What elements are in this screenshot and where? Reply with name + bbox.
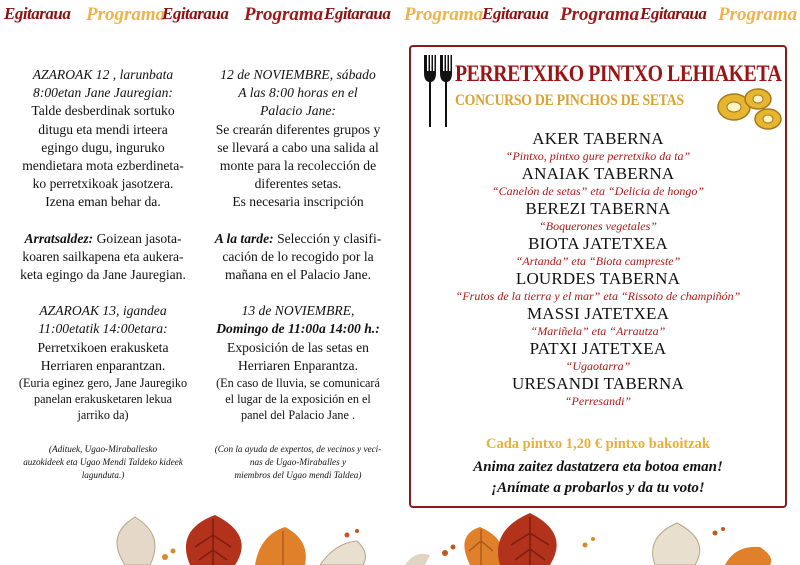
restaurant-name: PATXI JATETXEA [529, 339, 667, 358]
text-line: keta egingo da Jane Jauregian. [20, 267, 186, 283]
leaf-icon [320, 541, 365, 565]
afternoon-line [204, 230, 392, 248]
banner-word-egitaraua: Egitaraua [324, 4, 391, 23]
text-line: koaren sailkapena eta aukera- [22, 248, 184, 264]
restaurant-name: MASSI JATETXEA [526, 304, 670, 323]
program-column-basque [8, 66, 198, 482]
text-line: cación de lo recogido por la [222, 248, 374, 264]
text-line: Herriaren enparantzan. [40, 357, 166, 373]
banner-word-programa: Programa [718, 4, 798, 25]
call-to-action-basque: Anima zaitez dastatzera eta botoa eman! [473, 459, 723, 475]
pintxo-name: “Mariñela” eta “Arrautza” [530, 324, 666, 338]
pintxo-name: “Artanda” eta “Biota campreste” [515, 254, 681, 268]
fork-icon [423, 55, 437, 127]
contest-title: PERRETXIKO PINTXO LEHIAKETA [455, 61, 782, 86]
text-line: Talde desberdinak sortuko [31, 103, 175, 119]
restaurant-name: ANAIAK TABERNA [521, 164, 675, 183]
call-to-action-spanish: ¡Anímate a probarlos y da tu voto! [491, 480, 705, 496]
text-line: mendietara mota ezberdineta- [22, 158, 184, 174]
restaurant-name: AKER TABERNA [532, 129, 664, 148]
price-line: Cada pintxo 1,20 € pintxo bakoitzak [486, 436, 710, 452]
text-line: Selección y clasifi- [273, 230, 382, 246]
day1-time: 8:00etan Jane Jauregian: [33, 85, 173, 101]
leaf-icon [405, 554, 430, 565]
text-line: diferentes setas. [254, 176, 342, 192]
text-line: ditugu eta mendi irteera [38, 121, 168, 137]
text-line: se llevará a cabo una salida al [217, 139, 379, 155]
restaurant-name: URESANDI TABERNA [511, 374, 684, 393]
day1-place: Palacio Jane: [260, 103, 336, 119]
text-line: Goizean jasota- [93, 230, 182, 246]
afternoon-heading: Arratsaldez: [24, 230, 94, 246]
afternoon-line [8, 230, 198, 248]
credits-line: miembros del Ugao mendi Taldea) [234, 470, 362, 481]
day1-time: A las 8:00 horas en el [238, 85, 358, 101]
program-column-spanish [204, 66, 392, 482]
credits-line: lagunduta.) [81, 470, 125, 481]
text-line: ko perretxikoak jasotzera. [32, 176, 174, 192]
autumn-leaves-right [395, 505, 795, 565]
text-line: Perretxikoen erakusketa [37, 339, 169, 355]
text-line: monte para la recolección de [219, 158, 377, 174]
day2-heading: 13 de NOVIEMBRE, [241, 303, 355, 319]
restaurant-list [411, 129, 785, 409]
banner-word-egitaraua: Egitaraua [640, 4, 707, 23]
note-line: el lugar de la exposición en el [225, 392, 371, 407]
day2-time [204, 320, 392, 338]
text-line: egingo dugu, inguruko [41, 139, 165, 155]
contest-subtitle: CONCURSO DE PINCHOS DE SETAS [455, 92, 684, 109]
banner-word-egitaraua: Egitaraua [162, 4, 229, 23]
mushroom-icon [716, 87, 784, 131]
leaf-icon [653, 523, 700, 565]
note-line: (En caso de lluvia, se comunicará [216, 376, 380, 391]
banner-word-egitaraua: Egitaraua [482, 4, 549, 23]
pintxo-name: “Canelón de setas” eta “Delicia de hongo” [492, 184, 704, 198]
pintxo-name: “Pintxo, pintxo gure perretxiko da ta” [505, 149, 691, 163]
fork-icon [439, 55, 453, 127]
restaurant-name: LOURDES TABERNA [515, 269, 681, 288]
banner-word-programa: Programa [560, 4, 640, 25]
text-line: Se crearán diferentes grupos y [215, 121, 381, 137]
credits-line: auzokideek eta Ugao Mendi Taldeko kideek [23, 457, 183, 468]
pintxo-name: “Frutos de la tierra y el mar” eta “Rissoto de champiñón” [455, 289, 741, 303]
day1-heading: AZAROAK 12 , larunbata [32, 67, 174, 82]
note-line: panelan erakusketaren lekua [33, 392, 173, 407]
note-line: (Euria eginez gero, Jane Jauregiko [18, 376, 188, 391]
banner-word-egitaraua: Egitaraua [4, 4, 71, 23]
banner-word-programa: Programa [244, 4, 324, 25]
credits-line: nas de Ugao-Miraballes y [249, 457, 347, 468]
note-line: jarriko da) [77, 408, 129, 423]
pintxo-name: “Perresandi” [564, 394, 632, 408]
credits-line: (Con la ayuda de expertos, de vecinos y veci- [214, 444, 382, 455]
pintxo-name: “Boquerones vegetales” [539, 219, 657, 233]
leaf-icon [464, 527, 502, 565]
text-line: Exposición de las setas en [227, 339, 369, 355]
credits-line: (Adituek, Ugao-Miraballesko [48, 444, 158, 455]
restaurant-name: BEREZI TABERNA [525, 199, 671, 218]
leaf-icon [725, 547, 771, 565]
autumn-leaves-left [95, 505, 395, 565]
header-banner [0, 0, 800, 36]
day1-heading: 12 de NOVIEMBRE, sábado [220, 67, 376, 82]
note-line: panel del Palacio Jane . [240, 408, 356, 423]
text-line: Izena eman behar da. [45, 194, 161, 210]
pintxo-contest-panel [409, 45, 787, 508]
restaurant-name: BIOTA JATETXEA [528, 234, 668, 253]
pintxo-name: “Ugaotarra” [565, 359, 631, 373]
text-line: mañana en el Palacio Jane. [224, 267, 372, 283]
day2-time: 11:00etatik 14:00etara: [38, 321, 168, 337]
leaf-icon [255, 527, 306, 565]
text-line: Es necesaria inscripción [232, 194, 364, 210]
leaf-icon [117, 517, 155, 565]
day1-text [8, 102, 198, 211]
banner-word-programa: Programa [404, 4, 484, 25]
leaf-icon [186, 515, 242, 565]
leaf-icon [498, 513, 557, 565]
afternoon-heading: A la tarde: [214, 230, 274, 246]
banner-word-programa: Programa [86, 4, 166, 25]
day2-heading: AZAROAK 13, igandea [39, 303, 167, 319]
day2-time-text: Domingo de 11:00a 14:00 h.: [216, 321, 380, 337]
text-line: Herriaren Enparantza. [237, 357, 358, 373]
